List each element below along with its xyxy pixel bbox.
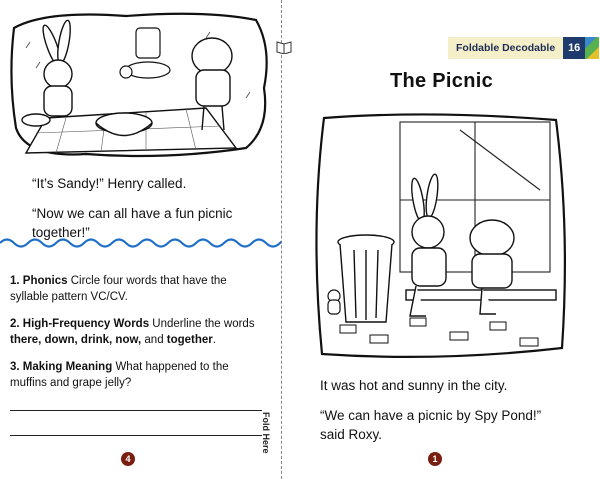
- book-title: The Picnic: [389, 70, 494, 92]
- question-text: syllable pattern VC/CV.: [10, 291, 128, 303]
- answer-line[interactable]: [10, 435, 262, 436]
- question-list: [10, 273, 272, 402]
- question-heading: 3. Making Meaning: [10, 361, 113, 373]
- page-number-badge: 1: [428, 452, 442, 466]
- wavy-divider: [0, 236, 281, 250]
- color-stripe: [585, 37, 599, 59]
- answer-line[interactable]: [10, 410, 262, 411]
- question-text: What happened to the: [112, 361, 229, 373]
- story-line: together!”: [32, 225, 90, 240]
- picnic-illustration: [6, 8, 274, 160]
- story-line: “Now we can all have a fun picnic: [32, 206, 233, 221]
- series-badge: [448, 37, 599, 59]
- fold-line: [281, 0, 282, 479]
- question-text: Circle four words that have the: [67, 275, 227, 287]
- question-making-meaning: [10, 359, 272, 391]
- city-illustration: [310, 110, 572, 362]
- left-page: [0, 0, 281, 479]
- fold-book-icon: [276, 40, 292, 54]
- question-text: .: [212, 334, 216, 346]
- story-line: “We can have a picnic by Spy Pond!”: [320, 408, 542, 423]
- story-line: “It’s Sandy!” Henry called.: [32, 176, 187, 191]
- question-text: Underline the words: [149, 318, 255, 330]
- story-line: It was hot and sunny in the city.: [320, 378, 508, 393]
- fold-label: Fold Here: [261, 412, 271, 454]
- question-heading: 2. High-Frequency Words: [10, 318, 150, 330]
- left-story-text: [32, 174, 232, 242]
- right-story-text: [320, 376, 541, 444]
- target-word: together: [166, 334, 213, 346]
- series-label: Foldable Decodable: [448, 37, 563, 59]
- question-text: muffins and grape jelly?: [10, 377, 132, 389]
- story-line: said Roxy.: [320, 427, 383, 442]
- question-text: and: [141, 334, 167, 346]
- target-words: there, down, drink, now,: [10, 334, 142, 346]
- question-high-frequency: [10, 316, 272, 348]
- book-number: 16: [563, 37, 585, 59]
- question-phonics: [10, 273, 272, 305]
- page-number-badge: 4: [121, 452, 135, 466]
- question-heading: 1. Phonics: [10, 275, 68, 287]
